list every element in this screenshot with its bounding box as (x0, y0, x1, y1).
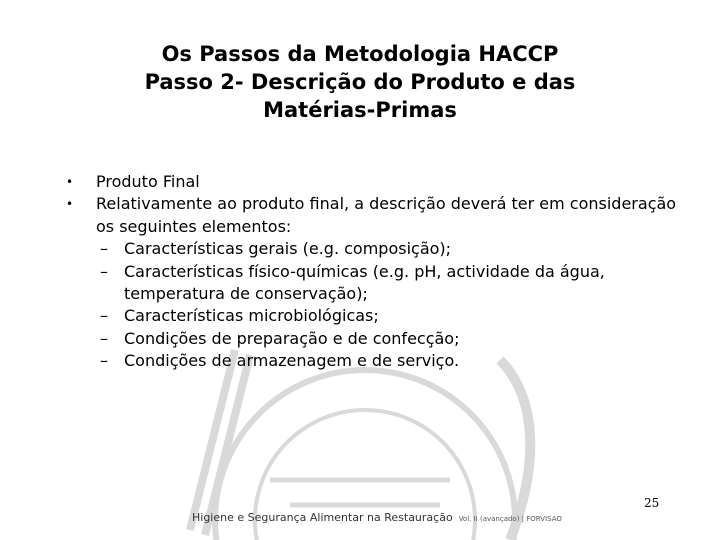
bullet-text: Relativamente ao produto final, a descrição deverá ter em consideração os seguintes elementos: (96, 194, 677, 236)
sub-bullet-text: Características gerais (e.g. composição); (124, 239, 452, 259)
sub-bullet-item (100, 238, 686, 260)
page-number: 25 (644, 496, 660, 510)
bullet-item (66, 193, 686, 238)
dash-icon: – (100, 239, 108, 259)
footer-subtitle: Vol. II (avançado) | FORVISAO (458, 515, 562, 523)
footer-title: Higiene e Segurança Alimentar na Restauração (192, 511, 453, 524)
sub-bullet-item (100, 328, 686, 350)
sub-bullet-text: Características físico-químicas (e.g. pH, actividade da água, temperatura de conservação); (124, 261, 605, 304)
bullet-list (66, 171, 686, 373)
title-line-3: Matérias-Primas (263, 98, 457, 122)
sub-bullet-text: Condições de preparação e de confecção; (124, 328, 460, 348)
bullet-dot-icon: • (66, 175, 74, 189)
dash-icon: – (100, 261, 108, 281)
sub-bullet-list (66, 238, 686, 372)
dash-icon: – (100, 306, 108, 326)
title-line-2: Passo 2- Descrição do Produto e das (144, 70, 576, 94)
footer (192, 511, 562, 524)
sub-bullet-text: Características microbiológicas; (124, 306, 379, 326)
sub-bullet-item (100, 350, 686, 372)
title-line-1: Os Passos da Metodologia HACCP (161, 42, 559, 66)
slide-title (60, 40, 660, 124)
sub-bullet-item (100, 261, 686, 306)
sub-bullet-text: Condições de armazenagem e de serviço. (124, 351, 460, 371)
dash-icon: – (100, 328, 108, 348)
bullet-dot-icon: • (66, 197, 74, 212)
sub-bullet-item (100, 305, 686, 327)
bullet-item (66, 171, 686, 193)
bullet-text: Produto Final (96, 172, 200, 191)
dash-icon: – (100, 351, 108, 371)
